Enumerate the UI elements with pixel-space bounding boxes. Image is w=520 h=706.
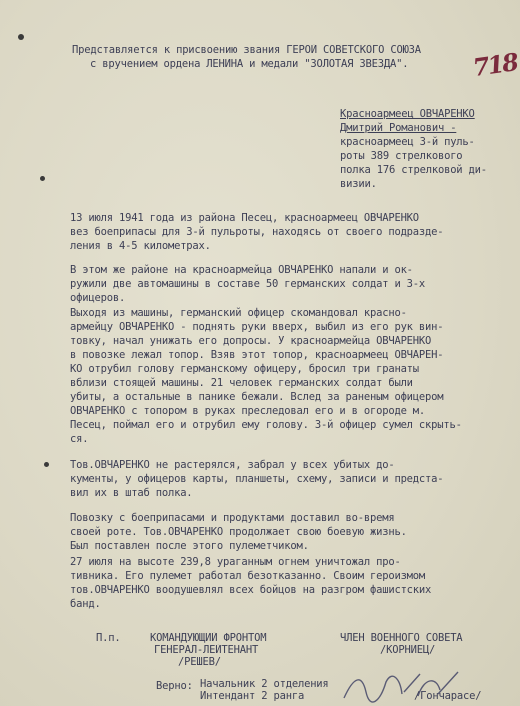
body-line: товку, начал унижать его допросы. У красноармейца ОВЧАРЕНКО xyxy=(70,335,432,347)
commander-name: /РЕШЕВ/ xyxy=(178,656,221,668)
verno-name: /Гончарасе/ xyxy=(414,690,482,702)
body-line: банд. xyxy=(70,598,101,610)
binding-hole xyxy=(18,34,24,40)
body-line: армейцу ОВЧАРЕНКО - поднять руки вверх, выбил из его рук вин- xyxy=(70,321,444,333)
nominee-line: Красноармеец ОВЧАРЕНКО xyxy=(340,108,475,120)
body-line: КО отрубил голову германскому офицеру, бросил три гранаты xyxy=(70,363,419,375)
council-member-title: ЧЛЕН ВОЕННОГО СОВЕТА xyxy=(340,632,463,644)
commander-title: КОМАНДУЮЩИЙ ФРОНТОМ xyxy=(150,632,267,644)
body-line: В этом же районе на красноармейца ОВЧАРЕНКО напали и ок- xyxy=(70,264,413,276)
body-line: ления в 4-5 километрах. xyxy=(70,240,211,252)
commander-rank: ГЕНЕРАЛ-ЛЕЙТЕНАНТ xyxy=(154,644,259,656)
body-line: ся. xyxy=(70,433,89,445)
archive-number-stamp: 718 xyxy=(470,47,519,83)
handwritten-signature xyxy=(340,668,470,704)
body-line: в повозке лежал топор. Взяв этот топор, красноармеец ОВЧАРЕН- xyxy=(70,349,444,361)
body-line: вил их в штаб полка. xyxy=(70,487,193,499)
body-line: вез боеприпасы для 3-й пульроты, находясь от своего подразде- xyxy=(70,226,444,238)
binding-hole xyxy=(40,176,45,181)
body-line: Был поставлен после этого пулеметчиком. xyxy=(70,540,309,552)
verno-label: Верно: xyxy=(156,680,193,692)
body-line: тов.ОВЧАРЕНКО воодушевлял всех бойцов на разгром фашистских xyxy=(70,584,432,596)
nominee-line: Дмитрий Романович - xyxy=(340,122,457,134)
body-line: Выходя из машины, германский офицер скомандовал красно- xyxy=(70,307,407,319)
nominee-line: красноармеец 3-й пуль- xyxy=(340,136,475,148)
body-line: кументы, у офицеров карты, планшеты, схему, записи и предста- xyxy=(70,473,444,485)
nominee-line: полка 176 стрелковой ди- xyxy=(340,164,487,176)
verno-position: Начальник 2 отделения xyxy=(200,678,329,690)
body-line: Повозку с боеприпасами и продуктами доставил во-время xyxy=(70,512,395,524)
body-line: тивника. Его пулемет работал безотказанно. Своим героизмом xyxy=(70,570,426,582)
council-member-name: /КОРНИЕЦ/ xyxy=(380,644,436,656)
body-line: Тов.ОВЧАРЕНКО не растерялся, забрал у всех убитых до- xyxy=(70,459,395,471)
header-line-1: Представляется к присвоению звания ГЕРОЙ СОВЕТСКОГО СОЮЗА xyxy=(72,44,421,56)
body-line: ОВЧАРЕНКО с топором в руках преследовал его и в огороде м. xyxy=(70,405,426,417)
body-line: вблизи стоящей машины. 21 человек германских солдат были xyxy=(70,377,413,389)
body-line: Песец, поймал его и отрубил ему голову. 3-й офицер сумел скрыть- xyxy=(70,419,462,431)
header-line-2: с вручением ордена ЛЕНИНА и медали "ЗОЛОТАЯ ЗВЕЗДА". xyxy=(90,58,409,70)
body-line: 13 июля 1941 года из района Песец, красноармеец ОВЧАРЕНКО xyxy=(70,212,419,224)
body-line: 27 июля на высоте 239,8 ураганным огнем уничтожал про- xyxy=(70,556,401,568)
body-line: убиты, а остальные в панике бежали. Вслед за раненым офицером xyxy=(70,391,444,403)
verno-rank: Интендант 2 ранга xyxy=(200,690,305,702)
nominee-line: роты 389 стрелкового xyxy=(340,150,463,162)
nominee-line: визии. xyxy=(340,178,377,190)
body-line: офицеров. xyxy=(70,292,126,304)
body-line: ружили две автомашины в составе 50 германских солдат и 3-х xyxy=(70,278,426,290)
signature-pp-label: П.п. xyxy=(96,632,121,644)
body-line: своей роте. Тов.ОВЧАРЕНКО продолжает свою боевую жизнь. xyxy=(70,526,407,538)
binding-hole xyxy=(44,462,49,467)
